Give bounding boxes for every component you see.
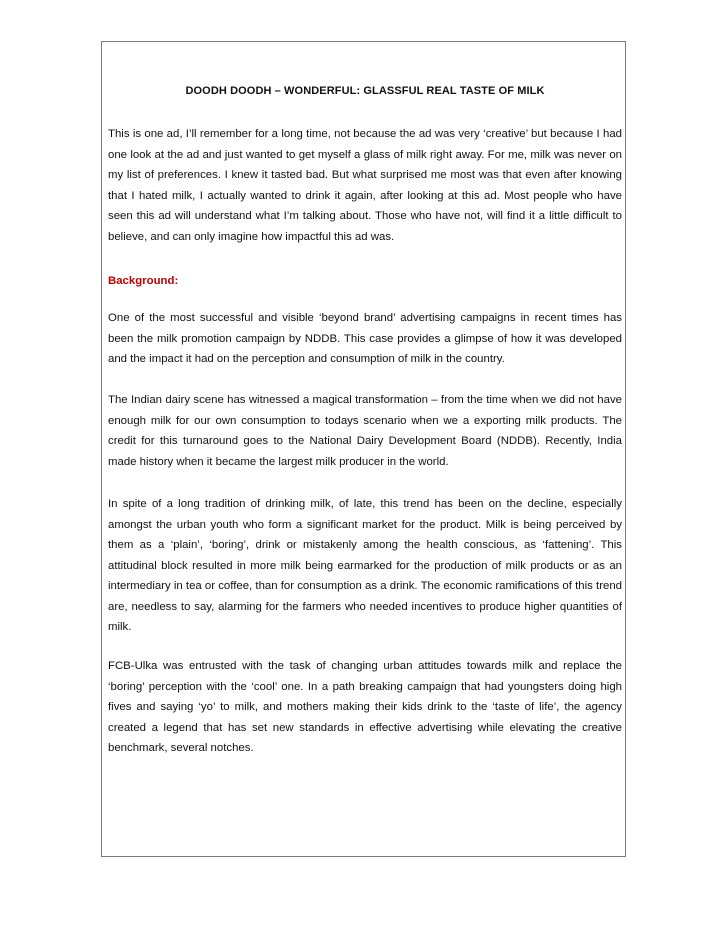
paragraph-2: The Indian dairy scene has witnessed a magical transformation – from the time when we did not have enough milk for our own consumption to todays scenario when we a exporting milk products. The credit for this turnaround goes to the National Dairy Development Board (NDDB). Recently, India made history when it became the largest milk producer in the world. (108, 394, 622, 468)
intro-paragraph: This is one ad, I’ll remember for a long time, not because the ad was very ‘creative’ but because I had one look at the ad and just wanted to get myself a glass of milk right away. For me, milk was never on my list of preferences. I knew it tasted bad. But what surprised me most was that even after knowing that I hated milk, I actually wanted to drink it again, after looking at this ad. Most people who have seen this ad will understand what I’m talking about. Those who have not, will find it a little difficult to believe, and can only imagine how impactful this ad was. (108, 128, 622, 243)
paragraph-1: One of the most successful and visible ‘beyond brand’ advertising campaigns in recent times has been the milk promotion campaign by NDDB. This case provides a glimpse of how it was developed and the impact it had on the perception and consumption of milk in the country. (108, 312, 622, 365)
background-heading: Background: (108, 275, 179, 287)
paragraph-3: In spite of a long tradition of drinking milk, of late, this trend has been on the decline, especially amongst the urban youth who form a significant market for the product. Milk is being perceived by them as a ‘plain’, ‘boring’, drink or mistakenly among the health conscious, as ‘fattening’. This attitudinal block resulted in more milk being earmarked for the production of milk products or as an intermediary in tea or coffee, than for consumption as a drink. The economic ramifications of this trend are, needless to say, alarming for the farmers who needed incentives to produce higher quantities of milk. (108, 498, 622, 633)
paragraph-4: FCB-Ulka was entrusted with the task of changing urban attitudes towards milk and replace the ‘boring’ perception with the ‘cool’ one. In a path breaking campaign that had youngsters doing high fives and saying ‘yo’ to milk, and mothers making their kids drink to the ‘taste of life’, the agency created a legend that has set new standards in effective advertising while elevating the creative benchmark, several notches. (108, 660, 622, 754)
document-title: DOODH DOODH – WONDERFUL: GLASSFUL REAL TASTE OF MILK (185, 85, 545, 97)
